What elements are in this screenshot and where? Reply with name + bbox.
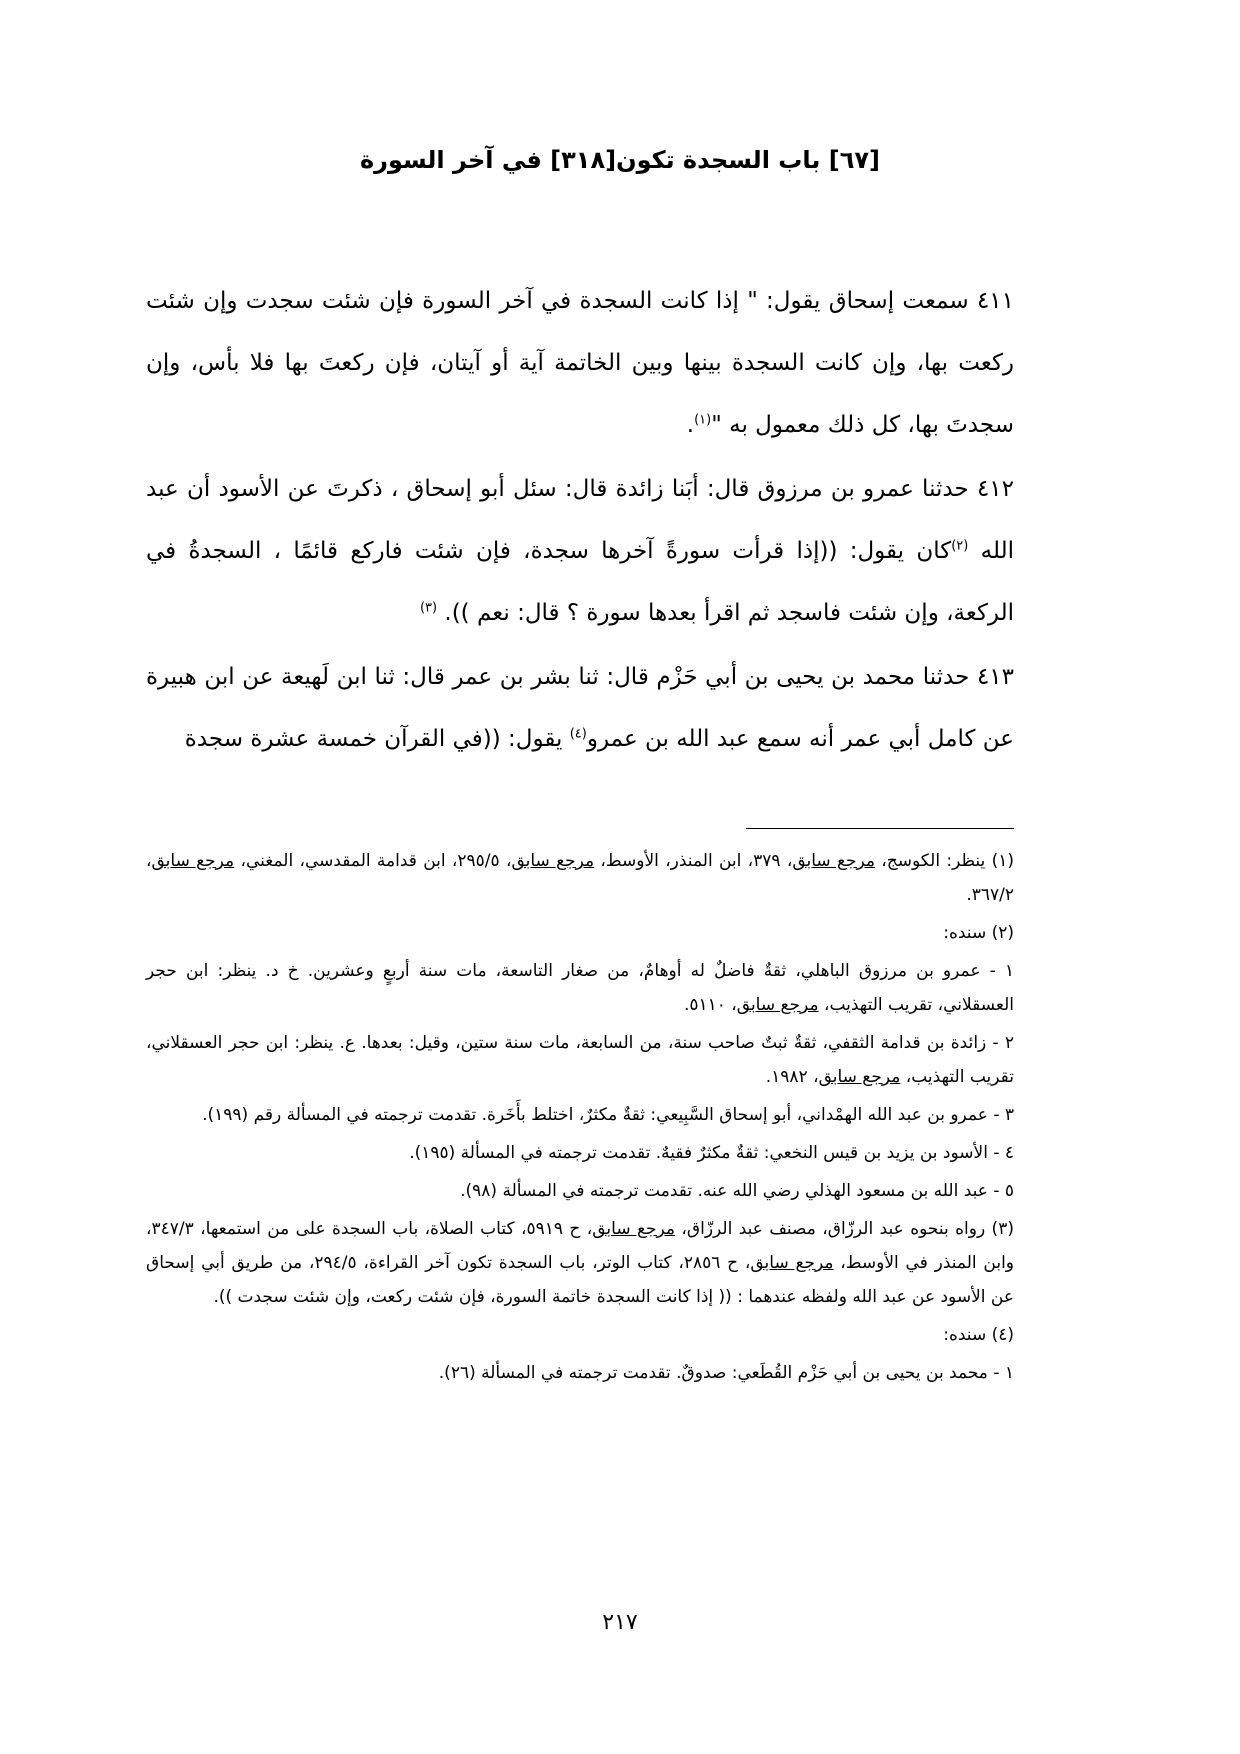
page-number: ٢١٧: [602, 1610, 638, 1635]
footnote-4-heading: (٤) سنده:: [943, 1325, 1014, 1345]
footnote-ref-2[interactable]: (٢): [951, 538, 969, 554]
footnote-2-item-2: ٢ - زائدة بن قدامة الثقفي، ثقةٌ ثبتٌ صاحب سنة، من السابعة، مات سنة ستين، وقيل: بعدها. ع. ينظر: ابن حجر العسقلاني، تقريب التهذيب، مرجع سابق، ١٩٨٢.: [146, 1033, 1014, 1087]
chapter-title: [٦٧] باب السجدة تكون[٣١٨] في آخر السورة: [359, 146, 881, 174]
footnote-3: (٣) رواه بنحوه عبد الرزّاق، مصنف عبد الرزّاق، مرجع سابق، ح ٥٩١٩، كتاب الصلاة، باب السجدة على من استمعها، ٣٤٧/٣، وابن المنذر في الأوسط، مرجع سابق، ح ٢٨٥٦، كتاب الوتر، باب السجدة تكون آخر القراءة، ٢٩٤/٥، من طريق أبي إسحاق عن الأسود عن عبد الله ولفظه عندهما : (( إذا كانت السجدة خاتمة السورة، فإن شئت ركعت، وإن شئت سجدت )).: [146, 1219, 1015, 1307]
paragraph-412: ٤١٢ حدثنا عمرو بن مرزوق قال: أبَنا زائدة قال: سئل أبو إسحاق ، ذكرتَ عن الأسود أن عبد الله $^{(٢)}$كان يقول: ((إذا قرأت سورةً آخرها سجدة، فإن شئت فاركع قائمًا ، السجدةُ في الركعة، وإن شئت فاسجد ثم اقرأ بعدها سورة ؟ قال: نعم )). $^{(٣)}$: [146, 476, 1014, 626]
paragraph-411: ٤١١ سمعت إسحاق يقول: " إذا كانت السجدة في آخر السورة فإن شئت سجدت وإن شئت ركعت بها، وإن كانت السجدة بينها وبين الخاتمة آية أو آيتان، فإن ركعتَ بها فلا بأس، وإن سجدتَ بها، كل ذلك معمول به "$^{(١)}$.: [146, 288, 1014, 438]
footnote-separator: [746, 828, 1014, 829]
footnote-2-item-3: ٣ - عمرو بن عبد الله الهمْداني، أبو إسحاق السَّبِيعي: ثقةٌ مكثرٌ، اختلط بأَخَرة. تقدمت ترجمته في المسألة رقم (١٩٩).: [202, 1105, 1014, 1125]
footnote-2-item-1: ١ - عمرو بن مرزوق الباهلي، ثقةٌ فاضلٌ له أوهامٌ، من صغار التاسعة، مات سنة أربعٍ وعشرين. خ د. ينظر: ابن حجر العسقلاني، تقريب التهذيب، مرجع سابق، ٥١١٠.: [146, 961, 1014, 1015]
footnotes: [146, 844, 1014, 1394]
footnote-2-item-5: ٥ - عبد الله بن مسعود الهذلي رضي الله عنه. تقدمت ترجمته في المسألة (٩٨).: [460, 1181, 1014, 1201]
footnote-4-item-1: ١ - محمد بن يحيى بن أبي حَزْم القُطَعي: صدوقٌ. تقدمت ترجمته في المسألة (٢٦).: [438, 1363, 1014, 1383]
footnote-ref-3[interactable]: (٣): [419, 600, 438, 616]
footnote-2-item-4: ٤ - الأسود بن يزيد بن قيس النخعي: ثقةٌ مكثرٌ فقيهٌ. تقدمت ترجمته في المسألة (١٩٥).: [409, 1143, 1014, 1163]
main-text: [146, 270, 1014, 770]
paragraph-413: ٤١٣ حدثنا محمد بن يحيى بن أبي حَزْم قال: ثنا بشر بن عمر قال: ثنا ابن لَهيعة عن ابن هبيرة عن كامل أبي عمر أنه سمع عبد الله بن عمرو$^{(٤)}$ يقول: ((في القرآن خمسة عشرة سجدة: [146, 664, 1014, 752]
footnote-1: (١) ينظر: الكوسج، مرجع سابق، ٣٧٩، ابن المنذر، الأوسط، مرجع سابق، ٢٩٥/٥، ابن قدامة المقدسي، المغني، مرجع سابق، ٣٦٧/٢.: [146, 851, 1014, 905]
footnote-ref-4[interactable]: (٤): [569, 726, 587, 742]
footnote-ref-1[interactable]: (١): [694, 412, 712, 428]
footnote-2-heading: (٢) سنده:: [943, 923, 1014, 943]
